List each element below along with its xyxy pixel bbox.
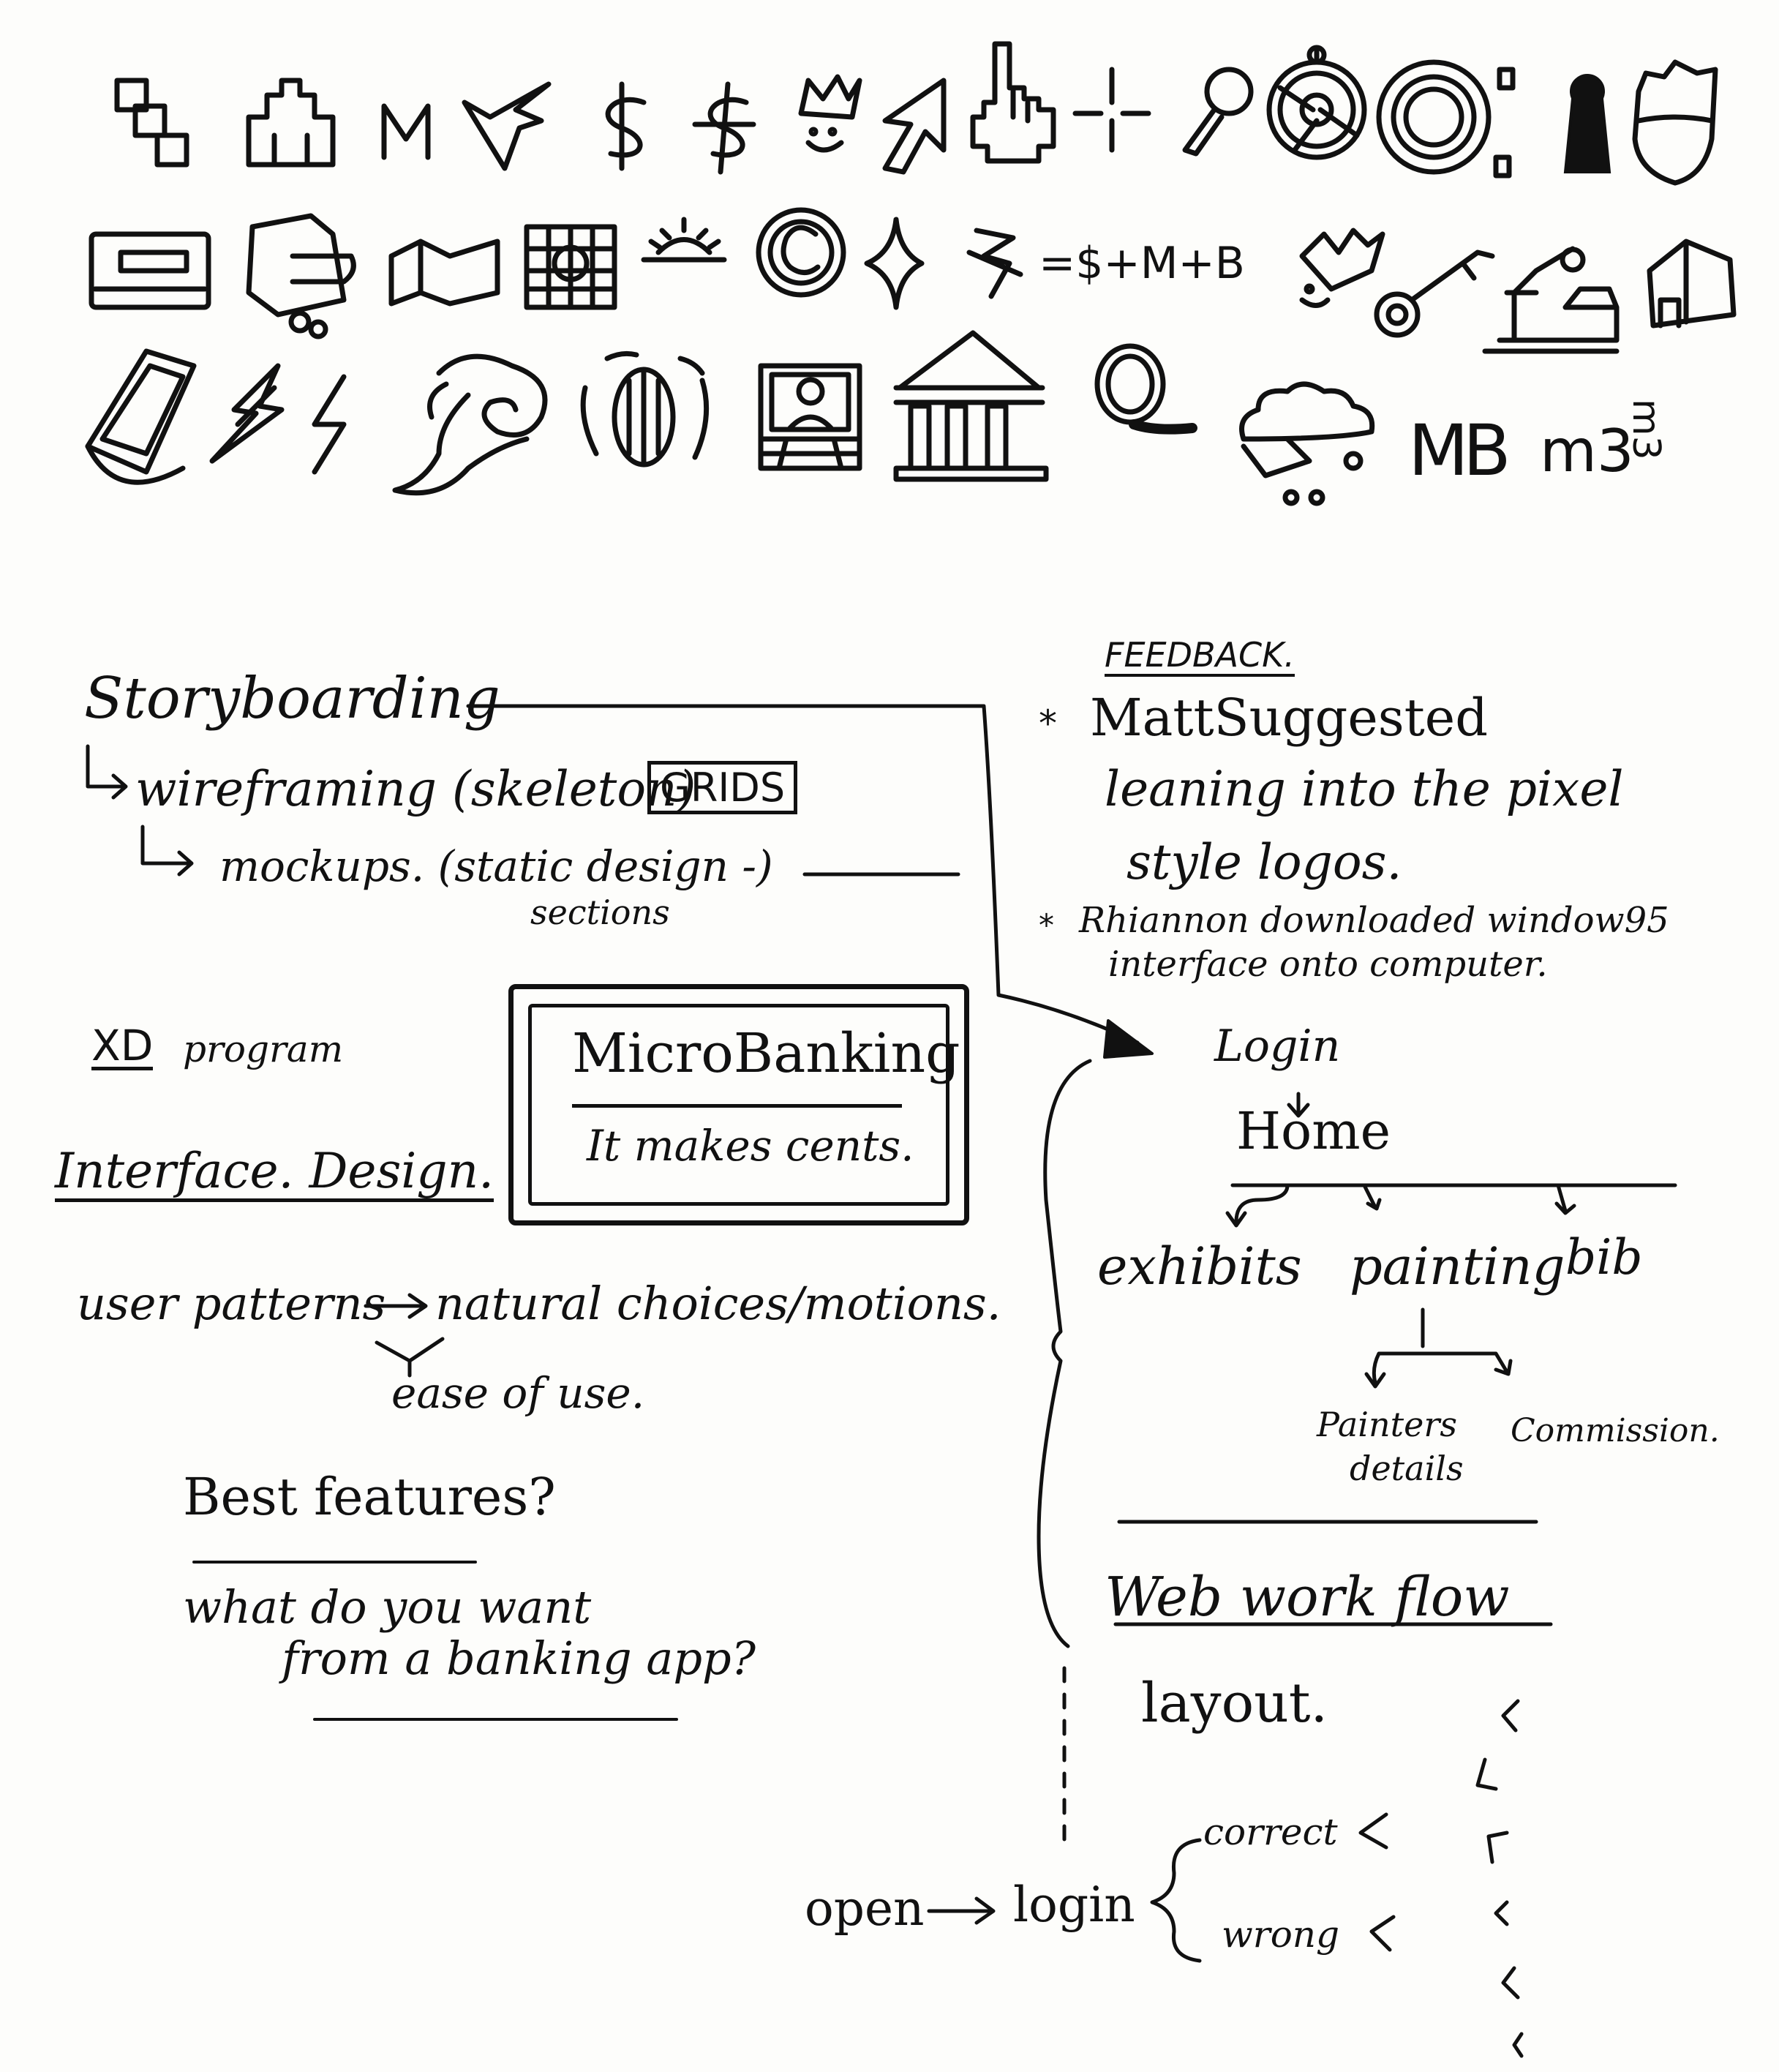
microbanking-logo-inner — [528, 1004, 960, 1206]
storyboarding-label: Storyboarding — [84, 666, 500, 732]
from-banking-app-label: from a banking app? — [282, 1632, 756, 1685]
feedback-note2-line1: Rhiannon downloaded window95 — [1079, 900, 1669, 941]
mockups-label: mockups. (static design -) — [219, 841, 773, 891]
feedback-bullet-2: * — [1039, 907, 1054, 943]
feedback-heading: FEEDBACK. — [1105, 637, 1295, 677]
natural-choices-label: natural choices/motions. — [435, 1277, 1001, 1330]
wireframing-label: wireframing (skeleton) — [135, 761, 696, 817]
logo-title: MicroBanking — [572, 1022, 960, 1085]
m3-stacked-icon: m3 — [1624, 399, 1668, 460]
logo-divider — [572, 1104, 902, 1108]
pixel-steps-icon — [117, 80, 187, 165]
web-workflow-login: login — [1013, 1877, 1135, 1933]
flow-commission: Commission. — [1511, 1412, 1720, 1449]
flow-details: details — [1350, 1449, 1464, 1488]
best-features-label: Best features? — [183, 1467, 556, 1527]
formula-text: =$+M+B — [1039, 238, 1245, 289]
web-workflow-correct: correct — [1203, 1811, 1338, 1853]
logo-tagline: It makes cents. — [587, 1121, 914, 1171]
flow-painters: Painters — [1317, 1405, 1457, 1444]
feedback-bullet-1: * — [1039, 702, 1057, 745]
grids-label: GRIDS — [647, 761, 797, 814]
xd-label: XD — [91, 1021, 154, 1070]
microbanking-logo-box — [508, 984, 969, 1225]
web-workflow-layout: layout. — [1141, 1672, 1328, 1735]
ease-of-use-label: ease of use. — [391, 1368, 645, 1418]
web-workflow-open: open — [805, 1880, 925, 1937]
web-workflow-wrong: wrong — [1222, 1913, 1340, 1956]
flow-login: Login — [1214, 1021, 1341, 1072]
flow-home: Home — [1236, 1101, 1391, 1161]
web-workflow-title: Web work flow — [1105, 1566, 1510, 1629]
interface-design-label: Interface. Design. — [55, 1145, 494, 1202]
feedback-note1-line1: MattSuggested — [1090, 688, 1489, 748]
feedback-note1-line3: style logos. — [1127, 834, 1402, 890]
mb-monogram-icon: MB — [1408, 410, 1505, 492]
user-patterns-label: user patterns — [77, 1277, 386, 1330]
flow-exhibits: exhibits — [1097, 1236, 1302, 1296]
what-do-you-want-label: what do you want — [183, 1580, 592, 1634]
sections-label: sections — [530, 893, 670, 932]
flow-bib: bib — [1565, 1229, 1643, 1285]
m3-lowercase-icon: m3 — [1540, 417, 1634, 485]
feedback-note2-line2: interface onto computer. — [1108, 944, 1548, 985]
program-label: program — [183, 1028, 344, 1070]
feedback-note1-line2: leaning into the pixel — [1105, 761, 1624, 817]
flow-painting: painting — [1350, 1236, 1565, 1296]
